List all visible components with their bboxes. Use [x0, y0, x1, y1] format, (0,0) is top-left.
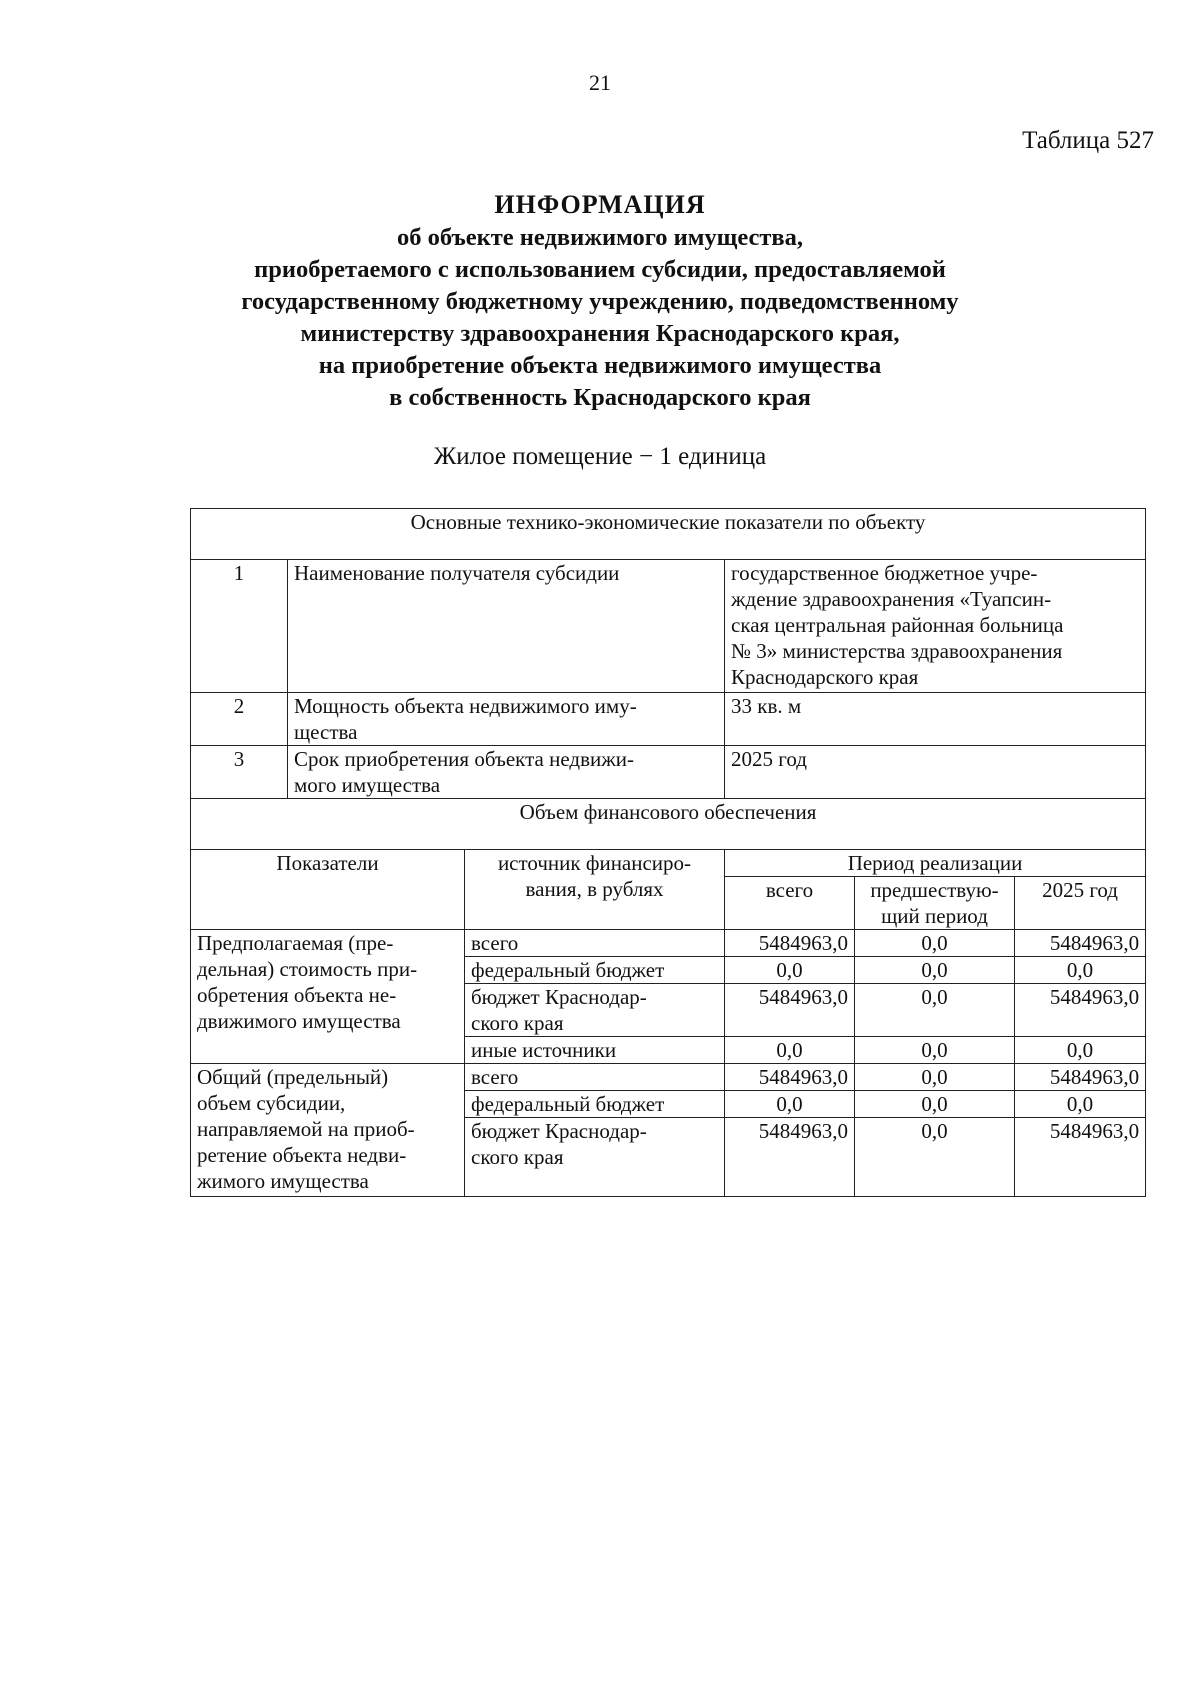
indicator-value: 33 кв. м	[725, 693, 1146, 746]
row-number: 2	[191, 693, 288, 746]
subtitle-line: приобретаемого с использованием субсидии, предоставляемой	[254, 256, 946, 283]
source-line: бюджет Краснодар-	[471, 985, 647, 1009]
table-row	[191, 746, 1146, 799]
source-cell	[465, 984, 725, 1037]
value-total: 0,0	[725, 957, 855, 984]
source-line: ского края	[471, 1011, 564, 1035]
value-line: ждение здравоохранения «Туапсин-	[731, 587, 1052, 611]
label-line: направляемой на приоб-	[197, 1117, 415, 1141]
value-year: 0,0	[1015, 957, 1146, 984]
section-title: Объем финансового обеспечения	[191, 799, 1146, 850]
column-header-row	[191, 850, 1146, 877]
label-line: Предполагаемая (пре-	[197, 931, 394, 955]
source-cell: всего	[465, 1064, 725, 1091]
label-line: дельная) стоимость при-	[197, 957, 418, 981]
label-line: ретение объекта недви-	[197, 1143, 407, 1167]
value-total: 0,0	[725, 1091, 855, 1118]
label-line: Общий (предельный)	[197, 1065, 389, 1089]
source-cell	[465, 1118, 725, 1197]
section-header-indicators	[191, 509, 1146, 560]
label-line: Мощность объекта недвижимого иму-	[294, 694, 637, 718]
value-total: 5484963,0	[725, 1118, 855, 1197]
source-cell: федеральный бюджет	[465, 1091, 725, 1118]
page-number: 21	[589, 70, 611, 95]
indicator-value: 2025 год	[725, 746, 1146, 799]
header-year: 2025 год	[1015, 877, 1146, 930]
value-year: 5484963,0	[1015, 1118, 1146, 1197]
row-number: 3	[191, 746, 288, 799]
value-previous: 0,0	[855, 1118, 1015, 1197]
subtitle-line: на приобретение объекта недвижимого имущества	[318, 352, 882, 379]
value-previous: 0,0	[855, 957, 1015, 984]
value-previous: 0,0	[855, 1064, 1015, 1091]
header-line: вания, в рублях	[525, 877, 664, 901]
subtitle-line: в собственность Краснодарского края	[389, 384, 811, 411]
value-previous: 0,0	[855, 1037, 1015, 1064]
value-year: 0,0	[1015, 1091, 1146, 1118]
value-total: 5484963,0	[725, 1064, 855, 1091]
object-description: Жилое помещение − 1 единица	[433, 443, 767, 470]
section-title: Основные технико-экономические показатели по объекту	[191, 509, 1146, 560]
header-source	[465, 850, 725, 930]
header-line: источник финансиро-	[497, 851, 692, 875]
value-previous: 0,0	[855, 1091, 1015, 1118]
label-line: жимого имущества	[197, 1169, 369, 1193]
source-cell: федеральный бюджет	[465, 957, 725, 984]
info-table	[190, 508, 1146, 1197]
indicator-label: Наименование получателя субсидии	[288, 560, 725, 693]
indicator-label	[288, 746, 725, 799]
group-label	[191, 930, 465, 1064]
table-row	[191, 693, 1146, 746]
value-year: 5484963,0	[1015, 930, 1146, 957]
value-line: ская центральная районная больница	[731, 613, 1064, 637]
subtitle-line: министерству здравоохранения Краснодарского края,	[300, 320, 900, 347]
table-row	[191, 930, 1146, 957]
table-row	[191, 1064, 1146, 1091]
indicator-value	[725, 560, 1146, 693]
label-line: щества	[294, 720, 358, 744]
source-line: ского края	[471, 1145, 564, 1169]
table-row	[191, 560, 1146, 693]
section-header-financing	[191, 799, 1146, 850]
source-cell: всего	[465, 930, 725, 957]
document-title: ИНФОРМАЦИЯ	[494, 190, 706, 219]
group-label	[191, 1064, 465, 1197]
value-previous: 0,0	[855, 930, 1015, 957]
label-line: движимого имущества	[197, 1009, 401, 1033]
value-total: 0,0	[725, 1037, 855, 1064]
source-line: бюджет Краснодар-	[471, 1119, 647, 1143]
label-line: Срок приобретения объекта недвижи-	[294, 747, 634, 771]
indicator-label	[288, 693, 725, 746]
value-line: № 3» министерства здравоохранения	[731, 639, 1063, 663]
header-line: щий период	[881, 904, 988, 928]
value-total: 5484963,0	[725, 984, 855, 1037]
header-previous	[855, 877, 1015, 930]
value-line: Краснодарского края	[731, 665, 919, 689]
table-label: Таблица 527	[1022, 127, 1154, 154]
subtitle-line: государственному бюджетному учреждению, подведомственному	[241, 288, 959, 315]
row-number: 1	[191, 560, 288, 693]
value-year: 5484963,0	[1015, 984, 1146, 1037]
label-line: объем субсидии,	[197, 1091, 346, 1115]
label-line: мого имущества	[294, 773, 441, 797]
header-total: всего	[725, 877, 855, 930]
source-cell: иные источники	[465, 1037, 725, 1064]
value-year: 0,0	[1015, 1037, 1146, 1064]
value-year: 5484963,0	[1015, 1064, 1146, 1091]
value-previous: 0,0	[855, 984, 1015, 1037]
subtitle-line: об объекте недвижимого имущества,	[396, 224, 804, 251]
header-period: Период реализации	[725, 850, 1146, 877]
label-line: обретения объекта не-	[197, 983, 397, 1007]
header-indicators: Показатели	[191, 850, 465, 930]
value-line: государственное бюджетное учре-	[731, 561, 1038, 585]
title-block	[0, 188, 1200, 414]
value-total: 5484963,0	[725, 930, 855, 957]
header-line: предшествую-	[870, 878, 999, 902]
